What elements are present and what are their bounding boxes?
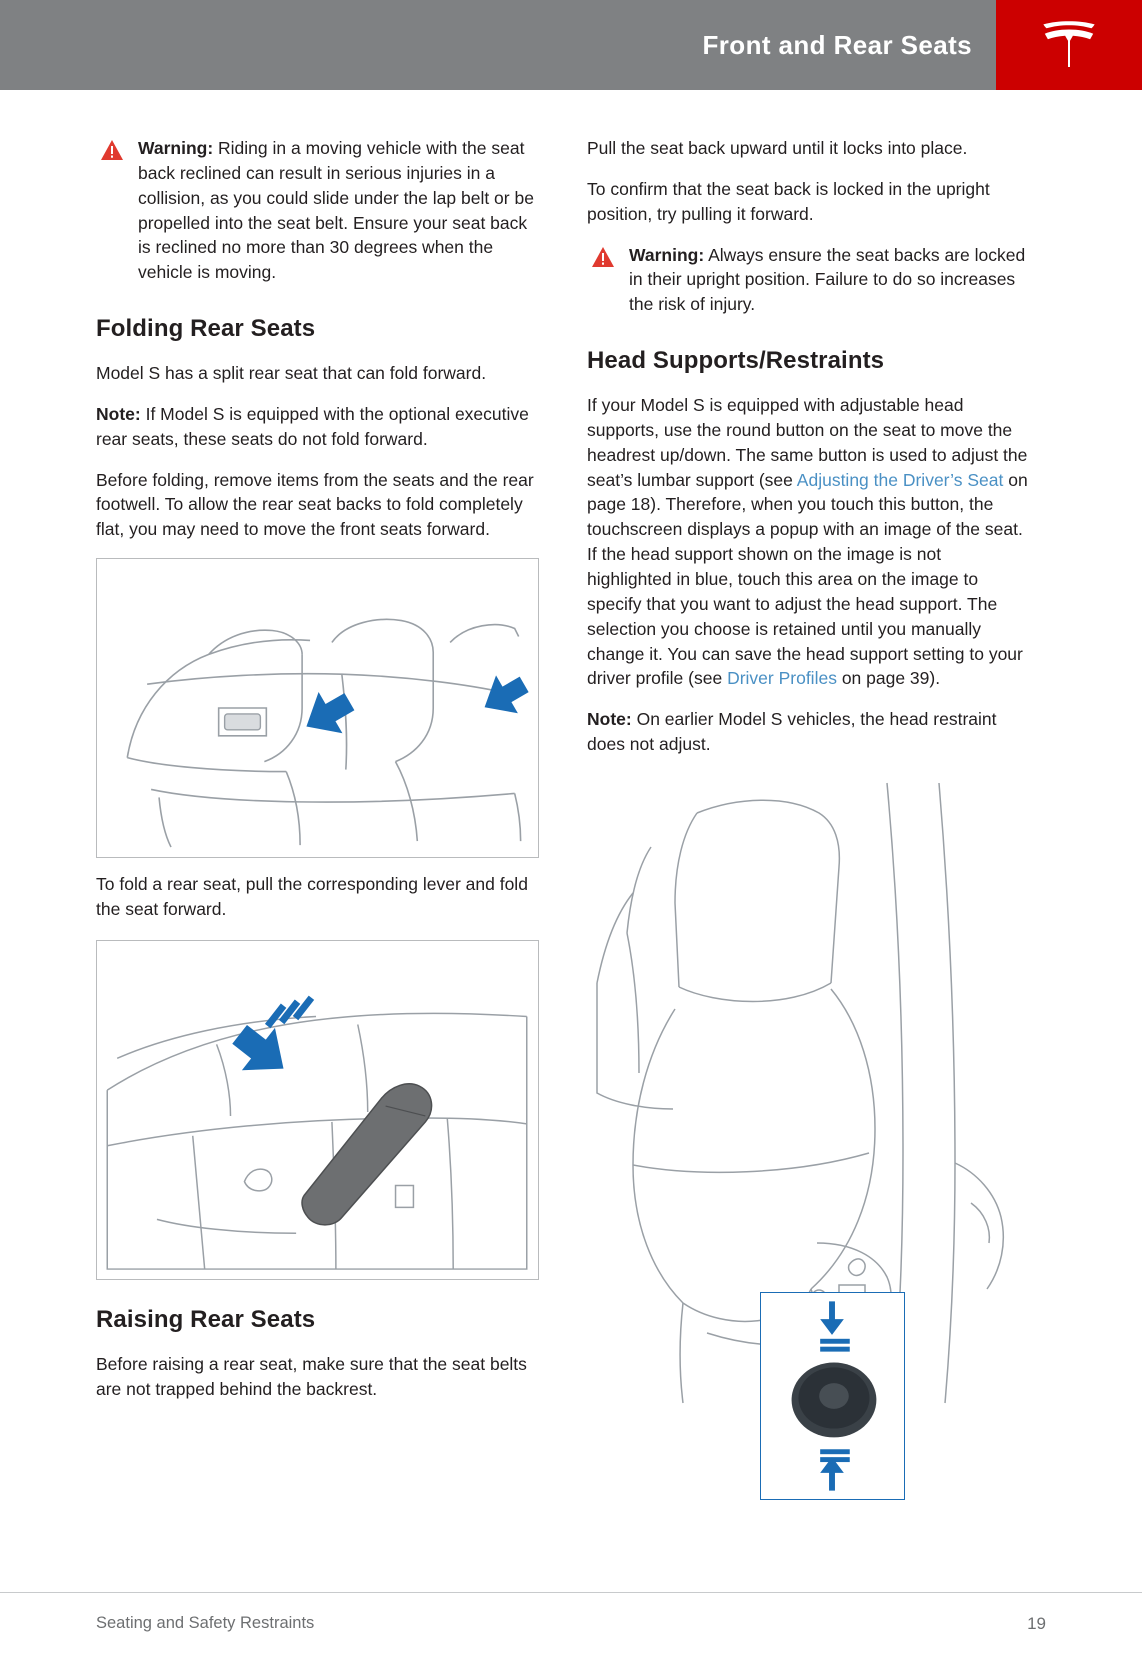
warning-triangle-icon <box>591 246 615 318</box>
paragraph-part-1: If your Model S is equipped with adjustable head supports, use the round button on the seat to move the headrest up/down. The same button is used to adjust the seat’s lumbar support (see <box>587 395 1028 490</box>
left-column <box>96 136 539 1427</box>
link-driver-profiles[interactable]: Driver Profiles <box>727 668 837 689</box>
warning-text <box>138 136 539 285</box>
link-adjusting-drivers-seat[interactable]: Adjusting the Driver’s Seat <box>796 469 1004 490</box>
down-arrow-icon <box>820 1301 850 1351</box>
note-earlier-vehicles <box>587 707 1030 757</box>
page-title: Front and Rear Seats <box>702 29 972 60</box>
tesla-logo <box>996 0 1142 90</box>
blue-arrow-right <box>474 666 535 727</box>
page-footer <box>0 1592 1142 1654</box>
round-seat-adjust-button <box>792 1362 877 1437</box>
paragraph-before-raising: Before raising a rear seat, make sure that the seat belts are not trapped behind the backrest. <box>96 1353 527 1399</box>
paragraph-pull-seat-back-up: Pull the seat back upward until it locks into place. <box>587 138 968 158</box>
footer-page-number: 19 <box>1027 1613 1046 1633</box>
warning-block-reclined-seat <box>96 136 539 285</box>
folded-rear-seat-illustration <box>96 940 539 1280</box>
paragraph-head-supports <box>587 393 1030 691</box>
up-arrow-icon <box>820 1449 850 1490</box>
right-column <box>587 136 1030 1427</box>
heading-head-supports-restraints: Head Supports/Restraints <box>587 347 885 375</box>
heading-folding-rear-seats: Folding Rear Seats <box>96 315 316 343</box>
rear-seat-release-levers-illustration <box>96 558 539 858</box>
paragraph-split-rear-seat: Model S has a split rear seat that can fold forward. <box>96 363 487 384</box>
note-executive-seats <box>96 402 539 452</box>
note-body: On earlier Model S vehicles, the head restraint does not adjust. <box>587 709 997 755</box>
paragraph-before-folding: Before folding, remove items from the seats and the rear footwell. To allow the rear seat backs to fold completely flat, you may need to move the front seats forward. <box>96 469 534 540</box>
warning-label: Warning: <box>629 244 705 265</box>
warning-triangle-icon <box>100 139 124 285</box>
footer-section-title: Seating and Safety Restraints <box>96 1614 315 1632</box>
paragraph-confirm-locked: To confirm that the seat back is locked in the upright position, try pulling it forward. <box>587 178 990 224</box>
heading-raising-rear-seats: Raising Rear Seats <box>96 1305 316 1333</box>
caption-fold-rear-seat: To fold a rear seat, pull the corresponding lever and fold the seat forward. <box>96 874 528 919</box>
warning-block-upright-position <box>587 243 1030 318</box>
warning-label: Warning: <box>138 138 214 158</box>
paragraph-part-3: on page 39). <box>836 668 941 689</box>
head-support-button-callout <box>737 1397 738 1398</box>
note-body: If Model S is equipped with the optional executive rear seats, these seats do not fold forward. <box>96 403 529 449</box>
seat-release-lever <box>302 1084 432 1225</box>
note-label: Note: <box>96 403 141 424</box>
note-label: Note: <box>587 709 632 730</box>
warning-body: Riding in a moving vehicle with the seat back reclined can result in serious injuries in a collision, as you could slide under the lap belt or be propelled into the seat belt. Ensure your seat back is reclined no more than 30 degrees when the vehicle is moving. <box>138 138 534 283</box>
blue-arrow-left <box>295 681 362 747</box>
warning-text <box>629 243 1030 318</box>
page-body <box>0 90 1142 1427</box>
head-support-button-callout-box <box>760 1292 905 1500</box>
blue-arrow-lever <box>223 995 314 1089</box>
page-header <box>0 0 1142 90</box>
paragraph-part-2: on page 18). Therefore, when you touch this button, the touchscreen displays a popup with an image of the seat. If the head support shown on the image is not highlighted in blue, touch this area on the image to specify that you want to adjust the head support. The selection you choose is retained until you manually change it. You can save the head support setting to your driver profile (see <box>587 469 1028 689</box>
warning-body: Always ensure the seat backs are locked in their upright position. Failure to do so increases the risk of injury. <box>629 244 1026 315</box>
